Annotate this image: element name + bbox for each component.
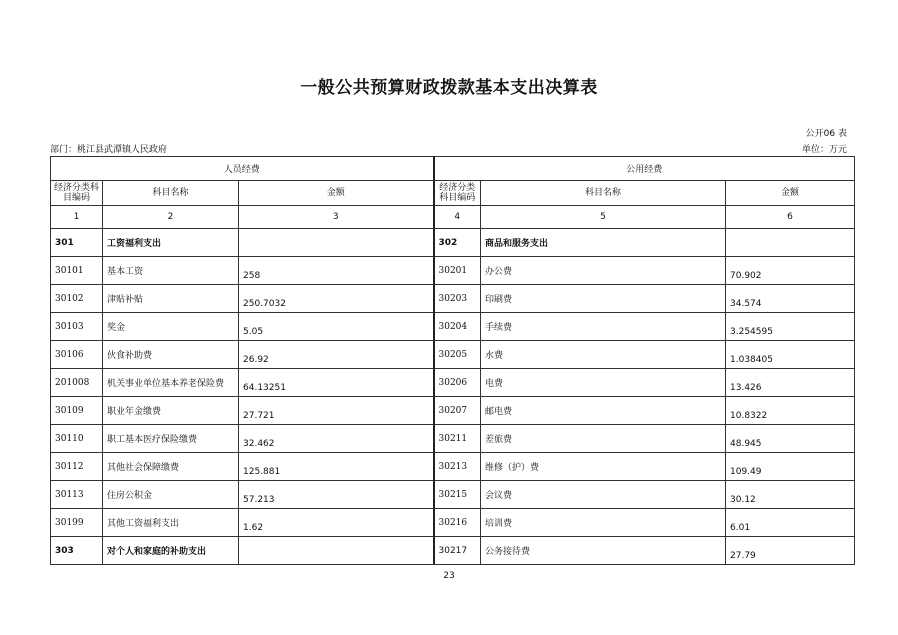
right-code-cell: 30207 bbox=[434, 397, 481, 425]
left-amount-cell: 5.05 bbox=[239, 313, 434, 341]
right-amount-cell: 70.902 bbox=[726, 257, 855, 285]
left-amount-cell: 64.13251 bbox=[239, 369, 434, 397]
table-row bbox=[51, 425, 855, 453]
table-row bbox=[51, 481, 855, 509]
left-amount-cell: 258 bbox=[239, 257, 434, 285]
left-code-cell: 30103 bbox=[51, 313, 103, 341]
page-title: 一般公共预算财政拨款基本支出决算表 bbox=[300, 78, 598, 98]
unit-label: 单位：万元 bbox=[801, 145, 847, 155]
right-code-cell: 30204 bbox=[434, 313, 481, 341]
right-amount-cell bbox=[726, 229, 855, 257]
right-code-cell: 30206 bbox=[434, 369, 481, 397]
col-index: 2 bbox=[103, 206, 239, 229]
header-amount-right: 金额 bbox=[726, 181, 855, 206]
right-name-cell: 办公费 bbox=[481, 257, 726, 285]
section-header-row bbox=[51, 157, 855, 181]
right-name-cell: 培训费 bbox=[481, 509, 726, 537]
right-amount-cell: 13.426 bbox=[726, 369, 855, 397]
right-code-cell: 30215 bbox=[434, 481, 481, 509]
left-name-cell: 其他社会保障缴费 bbox=[103, 453, 239, 481]
left-code-cell: 303 bbox=[51, 537, 103, 565]
expenditure-table bbox=[50, 156, 855, 565]
right-name-cell: 印刷费 bbox=[481, 285, 726, 313]
left-name-cell: 职业年金缴费 bbox=[103, 397, 239, 425]
col-index: 1 bbox=[51, 206, 103, 229]
right-amount-cell: 48.945 bbox=[726, 425, 855, 453]
left-name-cell: 职工基本医疗保险缴费 bbox=[103, 425, 239, 453]
col-index: 6 bbox=[726, 206, 855, 229]
right-amount-cell: 1.038405 bbox=[726, 341, 855, 369]
left-name-cell: 基本工资 bbox=[103, 257, 239, 285]
left-name-cell: 工资福利支出 bbox=[103, 229, 239, 257]
table-row bbox=[51, 453, 855, 481]
right-name-cell: 会议费 bbox=[481, 481, 726, 509]
left-amount-cell: 26.92 bbox=[239, 341, 434, 369]
right-amount-cell: 3.254595 bbox=[726, 313, 855, 341]
right-code-cell: 30216 bbox=[434, 509, 481, 537]
column-index-row bbox=[51, 206, 855, 229]
right-name-cell: 邮电费 bbox=[481, 397, 726, 425]
header-name-right: 科目名称 bbox=[481, 181, 726, 206]
header-name-left: 科目名称 bbox=[103, 181, 239, 206]
page-number: 23 bbox=[443, 571, 455, 581]
left-amount-cell bbox=[239, 229, 434, 257]
left-amount-cell: 32.462 bbox=[239, 425, 434, 453]
right-amount-cell: 109.49 bbox=[726, 453, 855, 481]
right-code-cell: 30213 bbox=[434, 453, 481, 481]
right-name-cell: 手续费 bbox=[481, 313, 726, 341]
header-code-left: 经济分类科目编码 bbox=[51, 181, 103, 206]
left-code-cell: 30101 bbox=[51, 257, 103, 285]
left-code-cell: 30106 bbox=[51, 341, 103, 369]
right-name-cell: 公务接待费 bbox=[481, 537, 726, 565]
left-code-cell: 30110 bbox=[51, 425, 103, 453]
left-code-cell: 30109 bbox=[51, 397, 103, 425]
section-public: 公用经费 bbox=[434, 157, 855, 181]
left-amount-cell: 125.881 bbox=[239, 453, 434, 481]
left-name-cell: 其他工资福利支出 bbox=[103, 509, 239, 537]
left-name-cell: 住房公积金 bbox=[103, 481, 239, 509]
right-name-cell: 水费 bbox=[481, 341, 726, 369]
left-name-cell: 伙食补助费 bbox=[103, 341, 239, 369]
table-row bbox=[51, 537, 855, 565]
left-code-cell: 201008 bbox=[51, 369, 103, 397]
right-name-cell: 差旅费 bbox=[481, 425, 726, 453]
table-row bbox=[51, 285, 855, 313]
table-row bbox=[51, 229, 855, 257]
left-amount-cell: 250.7032 bbox=[239, 285, 434, 313]
table-row bbox=[51, 369, 855, 397]
col-index: 4 bbox=[434, 206, 481, 229]
column-header-row bbox=[51, 181, 855, 206]
right-code-cell: 30217 bbox=[434, 537, 481, 565]
left-amount-cell bbox=[239, 537, 434, 565]
col-index: 5 bbox=[481, 206, 726, 229]
left-code-cell: 30199 bbox=[51, 509, 103, 537]
right-amount-cell: 34.574 bbox=[726, 285, 855, 313]
section-personnel: 人员经费 bbox=[51, 157, 434, 181]
right-amount-cell: 30.12 bbox=[726, 481, 855, 509]
table-row bbox=[51, 341, 855, 369]
right-code-cell: 302 bbox=[434, 229, 481, 257]
left-code-cell: 301 bbox=[51, 229, 103, 257]
left-name-cell: 奖金 bbox=[103, 313, 239, 341]
left-code-cell: 30113 bbox=[51, 481, 103, 509]
left-amount-cell: 57.213 bbox=[239, 481, 434, 509]
right-amount-cell: 10.8322 bbox=[726, 397, 855, 425]
right-code-cell: 30211 bbox=[434, 425, 481, 453]
right-code-cell: 30201 bbox=[434, 257, 481, 285]
left-name-cell: 机关事业单位基本养老保险费 bbox=[103, 369, 239, 397]
right-code-cell: 30203 bbox=[434, 285, 481, 313]
right-name-cell: 商品和服务支出 bbox=[481, 229, 726, 257]
form-number: 公开06 表 bbox=[805, 129, 847, 139]
right-code-cell: 30205 bbox=[434, 341, 481, 369]
right-name-cell: 维修（护）费 bbox=[481, 453, 726, 481]
table-row bbox=[51, 397, 855, 425]
left-name-cell: 对个人和家庭的补助支出 bbox=[103, 537, 239, 565]
right-amount-cell: 6.01 bbox=[726, 509, 855, 537]
right-name-cell: 电费 bbox=[481, 369, 726, 397]
left-amount-cell: 1.62 bbox=[239, 509, 434, 537]
right-amount-cell: 27.79 bbox=[726, 537, 855, 565]
table-row bbox=[51, 313, 855, 341]
header-amount-left: 金额 bbox=[239, 181, 434, 206]
left-code-cell: 30112 bbox=[51, 453, 103, 481]
header-code-right: 经济分类科目编码 bbox=[434, 181, 481, 206]
table-row bbox=[51, 257, 855, 285]
col-index: 3 bbox=[239, 206, 434, 229]
left-amount-cell: 27.721 bbox=[239, 397, 434, 425]
table-row bbox=[51, 509, 855, 537]
left-code-cell: 30102 bbox=[51, 285, 103, 313]
department-label: 部门：桃江县武潭镇人民政府 bbox=[50, 145, 168, 155]
left-name-cell: 津贴补贴 bbox=[103, 285, 239, 313]
